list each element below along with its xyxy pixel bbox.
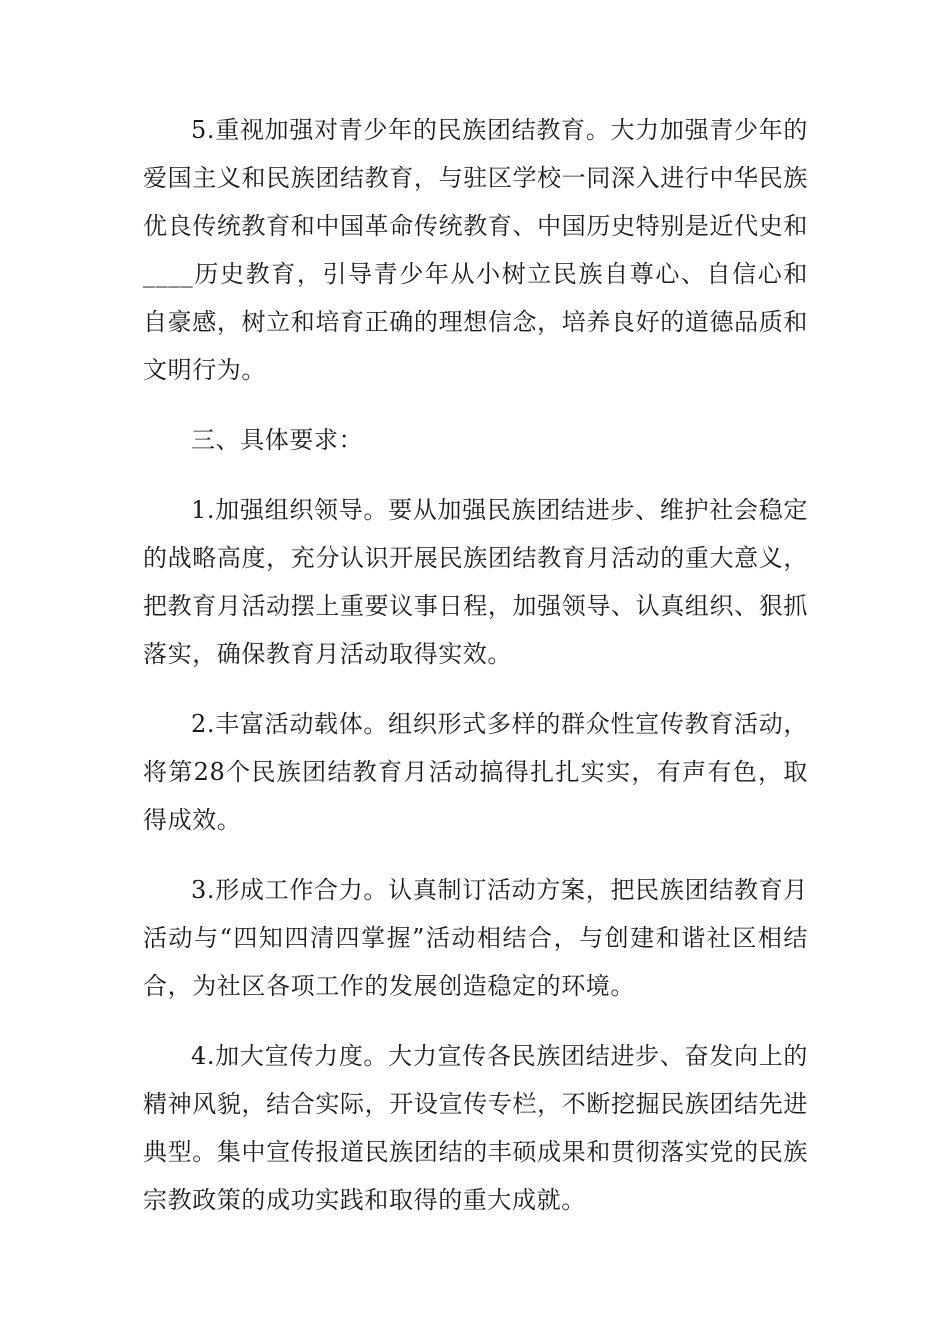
requirement-item-2: 2.丰富活动载体。组织形式多样的群众性宣传教育活动，将第28个民族团结教育月活动搞得扎扎实实，有声有色，取得成效。 xyxy=(143,710,808,834)
paragraph-item-5: 5.重视加强对青少年的民族团结教育。大力加强青少年的爱国主义和民族团结教育，与驻区学校一同深入进行中华民族优良传统教育和中国革命传统教育、中国历史特别是近代史和____历史教育，引导青少年从小树立民族自尊心、自信心和自豪感，树立和培育正确的理想信念，培养良好的道德品质和文明行为。 xyxy=(143,116,808,384)
requirement-item-1: 1.加强组织领导。要从加强民族团结进步、维护社会稳定的战略高度，充分认识开展民族团结教育月活动的重大意义，把教育月活动摆上重要议事日程，加强领导、认真组织、狠抓落实，确保教育月活动取得实效。 xyxy=(143,496,808,668)
requirement-item-4: 4.加大宣传力度。大力宣传各民族团结进步、奋发向上的精神风貌，结合实际，开设宣传专栏，不断挖掘民族团结先进典型。集中宣传报道民族团结的丰硕成果和贯彻落实党的民族宗教政策的成功实践和取得的重大成就。 xyxy=(143,1042,808,1214)
section-heading: 三、具体要求： xyxy=(191,426,364,454)
document-body xyxy=(143,106,808,1246)
requirement-item-3: 3.形成工作合力。认真制订活动方案，把民族团结教育月活动与“四知四清四掌握”活动相结合，与创建和谐社区相结合，为社区各项工作的发展创造稳定的环境。 xyxy=(143,876,808,1000)
